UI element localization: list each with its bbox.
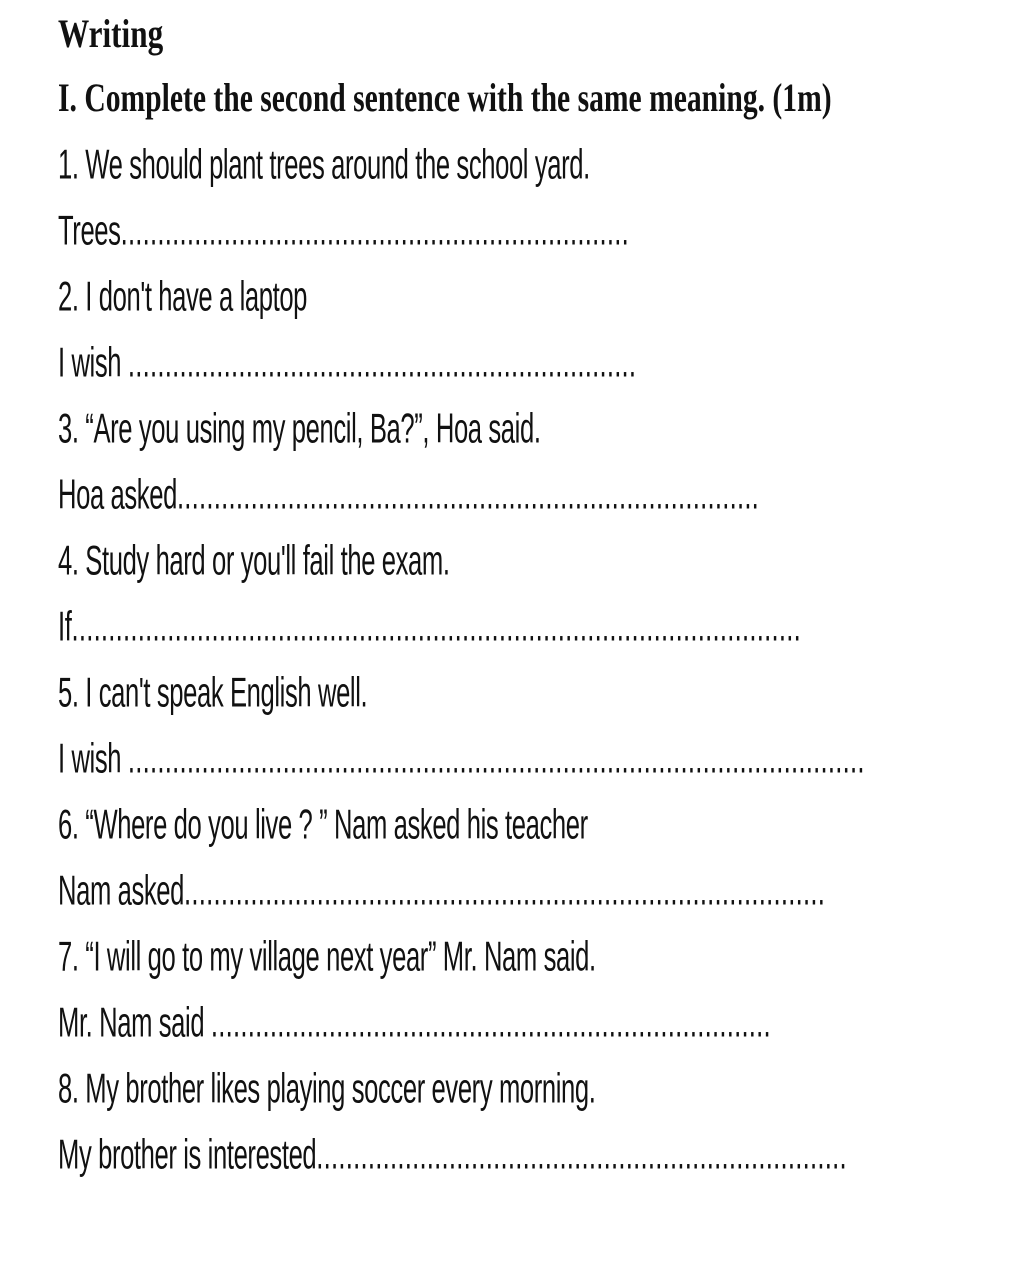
exercise-8-answer-line (58, 1131, 847, 1203)
exercise-6-answer-blank: ....................................................................................... (184, 867, 826, 915)
exercise-5-prompt: 5. I can't speak English well. (58, 669, 368, 717)
exercise-5-answer-blank: .................................................................................................... (127, 735, 865, 783)
exercise-2-prompt: 2. I don't have a laptop (58, 273, 308, 321)
exercise-6-answer-line (58, 867, 826, 939)
exercise-4-prompt: 4. Study hard or you'll fail the exam. (58, 537, 450, 585)
exercise-1-answer-start: Trees (58, 207, 121, 255)
exercise-6 (58, 801, 958, 936)
exercise-6-answer-start: Nam asked (58, 867, 185, 915)
exercise-5-answer-start: I wish (58, 735, 128, 783)
exercise-1 (58, 141, 958, 276)
exercise-4-answer-start: If (58, 603, 72, 651)
exercise-7-answer-blank: ............................................................................ (210, 999, 771, 1047)
exercise-3-answer-line (58, 471, 760, 543)
exercise-7 (58, 933, 958, 1068)
exercise-2-answer-start: I wish (58, 339, 128, 387)
exercise-7-prompt: 7. “I will go to my village next year” Mr. Nam said. (58, 933, 596, 981)
exercise-3-answer-start: Hoa asked (58, 471, 177, 519)
exercise-3-answer-blank: ............................................................................... (176, 471, 760, 519)
exercise-4-answer-line (58, 603, 801, 675)
section-heading: Writing (58, 11, 164, 56)
exercise-5-answer-line (58, 735, 865, 807)
exercise-2-answer-blank: ..................................................................... (127, 339, 637, 387)
exercise-1-answer-blank: ..................................................................... (120, 207, 629, 255)
exercise-2-answer-line (58, 339, 637, 411)
exercise-8-answer-blank: ........................................................................ (316, 1131, 847, 1179)
exercise-3 (58, 405, 958, 540)
exercise-8 (58, 1065, 958, 1200)
exercise-4 (58, 537, 958, 672)
exercise-7-answer-line (58, 999, 771, 1071)
exercise-1-answer-line (58, 207, 634, 279)
exercise-instruction: I. Complete the second sentence with the same meaning. (1m) (58, 75, 832, 120)
exercise-list (58, 141, 958, 1200)
exercise-8-answer-start: My brother is interested (58, 1131, 317, 1179)
exercise-1-prompt: 1. We should plant trees around the school yard. (58, 141, 590, 189)
exercise-7-answer-start: Mr. Nam said (58, 999, 211, 1047)
exercise-2 (58, 273, 958, 408)
exercise-6-prompt: 6. “Where do you live ? ” Nam asked his teacher (58, 801, 588, 849)
exercise-5 (58, 669, 958, 804)
exercise-3-prompt: 3. “Are you using my pencil, Ba?”, Hoa said. (58, 405, 541, 453)
exercise-8-prompt: 8. My brother likes playing soccer every morning. (58, 1065, 596, 1113)
exercise-4-answer-blank: ................................................................................................... (71, 603, 801, 651)
worksheet (58, 11, 958, 1200)
